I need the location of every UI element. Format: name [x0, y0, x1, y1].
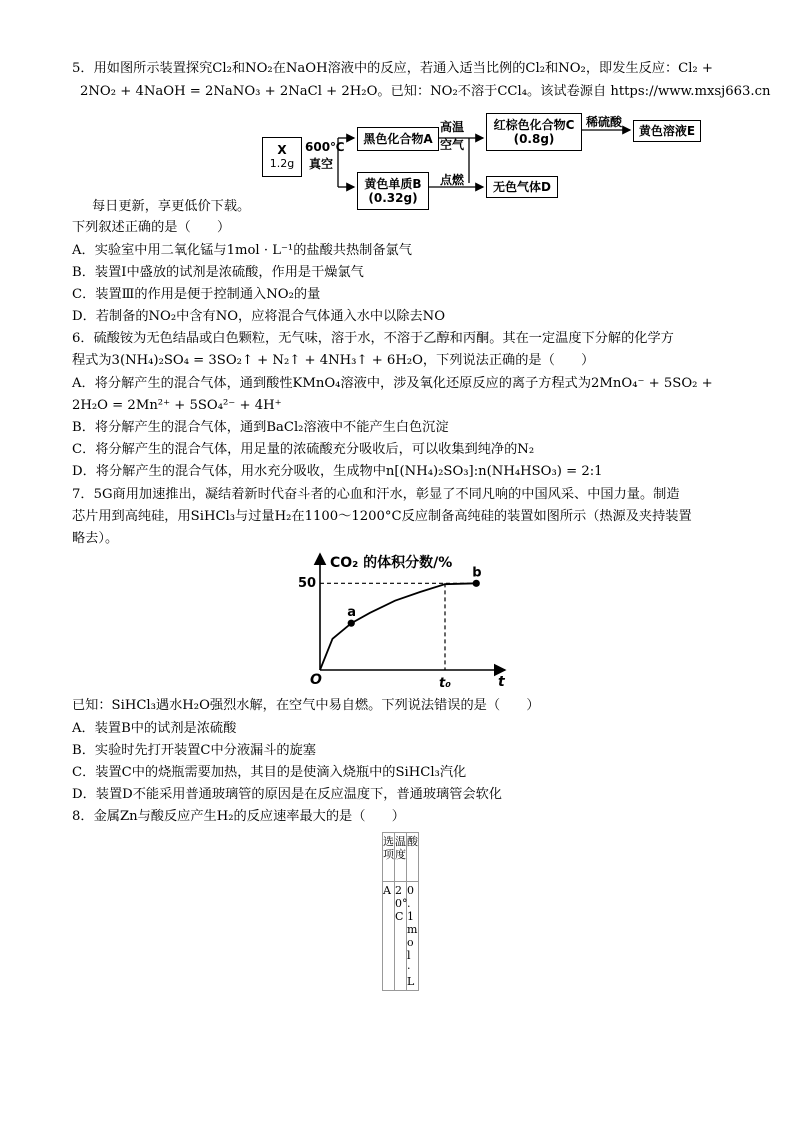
condition-high-temp: 高温 [440, 120, 465, 134]
point-label-a: a [347, 605, 357, 621]
q6-option-d: D．将分解产生的混合气体，用水充分吸收，生成物中n[(NH₄)₂SO₃]:n(NH₄HSO₃) = 2:1 [72, 464, 603, 479]
condition-600c: 600℃ [305, 140, 345, 154]
row-a-option [383, 882, 395, 991]
q6-text-line1: 6．硫酸铵为无色结晶或白色颗粒，无气味，溶于水，不溶于乙醇和丙酮。其在一定温度下分解的化学方 [72, 331, 674, 346]
point-label-b: b [472, 565, 482, 581]
element-b-mass: (0.32g) [368, 191, 418, 205]
row-a-acid-char3: 1 [407, 910, 414, 923]
q8-stem: 8．金属Zn与酸反应产生H₂的反应速率最大的是（ ） [72, 809, 405, 824]
row-a-acid [407, 882, 419, 991]
row-a-acid-char4: m [407, 923, 418, 936]
x-tick-t0: t₀ [439, 676, 451, 690]
q6-option-a-cont: 2H₂O = 2Mn²⁺ + 5SO₄²⁻ + 4H⁺ [72, 398, 282, 413]
row-a-acid-char5: o [407, 936, 414, 949]
row-a-option-value: A [383, 884, 391, 897]
q5-text-line2: 2NO₂ + 4NaOH = 2NaNO₃ + 2NaCl + 2H₂O。已知：NO₂不溶于CCl₄。该试卷源自 https://www.mxsj663.cn [80, 84, 771, 99]
point-a [348, 620, 355, 627]
q6-option-a: A．将分解产生的混合气体，通到酸性KMnO₄溶液中，涉及氧化还原反应的离子方程式为2MnO₄⁻ + 5SO₂ + [72, 376, 713, 391]
y-tick-50: 50 [298, 576, 317, 591]
q7-text-line3: 略去）。 [72, 531, 119, 546]
q5-text-line1: 5．用如图所示装置探究Cl₂和NO₂在NaOH溶液中的反应，若通入适当比例的Cl₂和NO₂，即发生反应：Cl₂ + [72, 61, 713, 76]
condition-dilute-acid: 稀硫酸 [586, 115, 623, 129]
q7-text-line1: 7．5G商用加速推出，凝结着新时代奋斗者的心血和汗水，彰显了不同凡响的中国风采、中国力量。制造 [72, 487, 680, 502]
row-a-temp-value: 20°C [395, 884, 408, 923]
compound-c-label: 红棕色化合物C [493, 118, 575, 132]
q7-text-line2: 芯片用到高纯硅，用SiHCl₃与过量H₂在1100～1200°C反应制备高纯硅的装置如图所示（热源及夹持装置 [72, 509, 692, 524]
row-a-acid-char7: · [407, 962, 411, 975]
condition-air: 空气 [440, 138, 465, 152]
q6-text-line2: 程式为3(NH₄)₂SO₄ = 3SO₂↑ + N₂↑ + 4NH₃↑ + 6H₂O，下列说法正确的是（ ） [72, 353, 595, 368]
q5-option-d: D．若制备的NO₂中含有NO，应将混合气体通入水中以除去NO [72, 309, 446, 324]
q6-option-b: B．将分解产生的混合气体，通到BaCl₂溶液中不能产生白色沉淀 [72, 420, 449, 435]
origin-label: O [310, 672, 322, 688]
x-label: X [277, 143, 287, 157]
q7-option-c: C．装置C中的烧瓶需要加热，其目的是使滴入烧瓶中的SiHCl₃汽化 [72, 765, 467, 780]
header-option-char2: 项 [383, 848, 394, 861]
header-option [383, 833, 395, 882]
q6-option-c: C．将分解产生的混合气体，用足量的浓硫酸充分吸收后，可以收集到纯净的N₂ [72, 442, 535, 457]
q7-option-b: B．实验时先打开装置C中分液漏斗的旋塞 [72, 743, 316, 758]
solution-e-label: 黄色溶液E [638, 124, 696, 138]
q5-stem: 下列叙述正确的是（ ） [72, 220, 231, 235]
condition-ignite: 点燃 [440, 173, 465, 187]
gas-d-label: 无色气体D [493, 180, 551, 194]
row-a-acid-char8: L [407, 975, 415, 988]
point-b [473, 580, 480, 587]
q5-option-b: B．装置Ⅰ中盛放的试剂是浓硫酸，作用是干燥氯气 [72, 265, 364, 280]
q8-option-table [382, 832, 419, 991]
header-temp [395, 833, 407, 882]
row-a-acid-char6: l [407, 949, 411, 962]
q5-ad-note: 每日更新，享更低价下载。 [92, 199, 251, 214]
element-b-label: 黄色单质B [364, 177, 422, 191]
compound-a-label: 黑色化合物A [363, 132, 433, 146]
x-axis-label: t [498, 674, 505, 690]
row-a-acid-char1: 0 [407, 884, 414, 897]
condition-vacuum: 真空 [309, 157, 334, 171]
row-a-acid-char2: . [407, 897, 411, 910]
co2-fraction-chart [290, 550, 520, 690]
q7-option-a: A．装置B中的试剂是浓硫酸 [72, 721, 237, 736]
row-a-temp [395, 882, 407, 991]
chart-title: CO₂ 的体积分数/% [330, 555, 453, 571]
header-temp-char1: 温 [395, 835, 406, 848]
diagram-arrows [0, 0, 794, 230]
header-temp-char2: 度 [395, 848, 406, 861]
q7-option-d: D．装置D不能采用普通玻璃管的原因是在反应温度下，普通玻璃管会软化 [72, 787, 502, 802]
q5-option-c: C．装置Ⅲ的作用是便于控制通入NO₂的量 [72, 287, 321, 302]
x-mass: 1.2g [269, 157, 295, 170]
header-option-char1: 选 [383, 835, 394, 848]
compound-c-mass: (0.8g) [513, 132, 555, 146]
co2-curve [320, 583, 476, 670]
header-acid-char: 酸 [407, 835, 418, 848]
header-acid [407, 833, 419, 882]
q5-option-a: A．实验室中用二氧化锰与1mol · L⁻¹的盐酸共热制备氯气 [72, 243, 412, 258]
q7-known: 已知：SiHCl₃遇水H₂O强烈水解，在空气中易自燃。下列说法错误的是（ ） [72, 698, 540, 713]
